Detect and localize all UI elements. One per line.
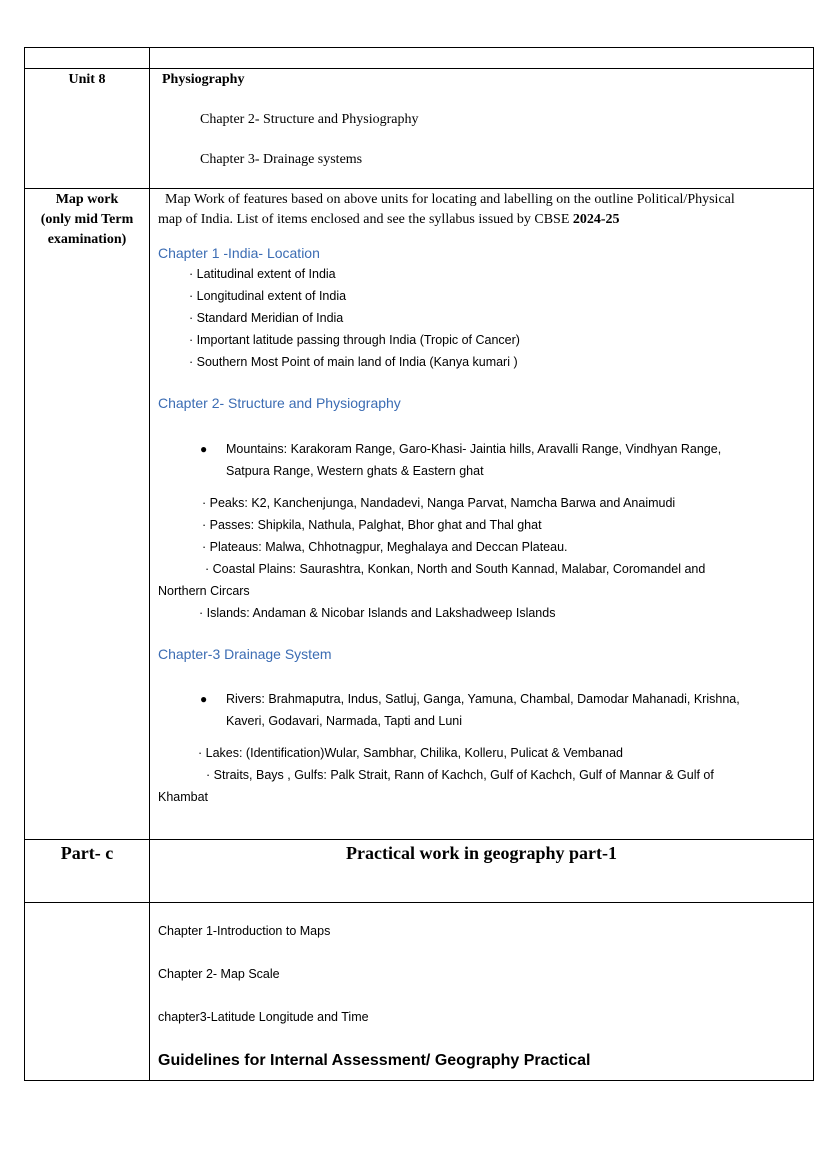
mapwork-intro-year: 2024-25 — [572, 212, 620, 227]
ch1-item-2: · Longitudinal extent of India — [189, 289, 347, 303]
ch2-coastal-line-2: Northern Circars — [158, 584, 250, 598]
practical-chapter-3: chapter3-Latitude Longitude and Time — [158, 1010, 369, 1024]
ch1-item-1: · Latitudinal extent of India — [189, 267, 336, 281]
ch3-bullet: ● — [200, 692, 208, 706]
partc-title-cell — [150, 840, 814, 903]
empty-cell-left — [25, 48, 150, 69]
guidelines-heading: Guidelines for Internal Assessment/ Geography Practical — [158, 1052, 591, 1069]
practical-content-cell — [150, 903, 814, 1081]
ch3-straits-line-2: Khambat — [158, 790, 209, 804]
partc-label: Part- c — [60, 843, 114, 863]
practical-chapter-1: Chapter 1-Introduction to Maps — [158, 924, 331, 938]
ch2-heading: Chapter 2- Structure and Physiography — [158, 395, 401, 411]
ch2-mountains-item — [200, 438, 805, 482]
ch3-rivers-line-1: Rivers: Brahmaputra, Indus, Satluj, Ganga, Yamuna, Chambal, Damodar Mahanadi, Krishna, — [226, 692, 740, 706]
partc-label-cell — [25, 840, 150, 903]
unit8-chapter-1: Chapter 2- Structure and Physiography — [200, 112, 419, 127]
ch3-rivers-item — [200, 688, 805, 732]
unit8-label: Unit 8 — [68, 72, 106, 87]
practical-row — [25, 903, 814, 1081]
mapwork-intro-text: map of India. List of items enclosed and see the syllabus issued by CBSE — [158, 212, 573, 227]
ch2-coastal-line-1: · Coastal Plains: Saurashtra, Konkan, North and South Kannad, Malabar, Coromandel and — [205, 562, 706, 576]
syllabus-table — [24, 47, 814, 1081]
mapwork-label-cell — [25, 189, 150, 840]
ch2-mountains-line-1: Mountains: Karakoram Range, Garo-Khasi- Jaintia hills, Aravalli Range, Vindhyan Range, — [226, 442, 722, 456]
ch2-islands: · Islands: Andaman & Nicobar Islands and Lakshadweep Islands — [199, 606, 556, 620]
ch1-item-4: · Important latitude passing through India (Tropic of Cancer) — [189, 333, 520, 347]
partc-title: Practical work in geography part-1 — [346, 843, 617, 863]
unit8-content-cell — [150, 69, 814, 189]
mapwork-content-cell — [150, 189, 814, 840]
ch2-passes: · Passes: Shipkila, Nathula, Palghat, Bhor ghat and Thal ghat — [202, 518, 542, 532]
empty-cell-right — [150, 48, 814, 69]
ch3-lakes: · Lakes: (Identification)Wular, Sambhar, Chilika, Kolleru, Pulicat & Vembanad — [198, 746, 623, 760]
ch1-list — [189, 263, 805, 373]
unit8-chapter-2: Chapter 3- Drainage systems — [200, 152, 363, 167]
practical-label-cell — [25, 903, 150, 1081]
partc-row — [25, 840, 814, 903]
mapwork-row — [25, 189, 814, 840]
mapwork-intro-line-2 — [158, 210, 805, 230]
mapwork-intro-line-1: Map Work of features based on above units for locating and labelling on the outline Political/Physical — [165, 192, 735, 207]
ch1-item-3: · Standard Meridian of India — [189, 311, 344, 325]
ch3-straits-line-1: · Straits, Bays , Gulfs: Palk Strait, Rann of Kachch, Gulf of Kachch, Gulf of Mannar & Gulf of — [206, 768, 714, 782]
mapwork-label-line-1: Map work — [55, 192, 119, 207]
mapwork-label-line-2: (only mid Term — [40, 212, 134, 227]
unit8-title: Physiography — [162, 72, 245, 87]
mapwork-label-line-3: examination) — [47, 232, 127, 247]
ch3-rivers-line-2: Kaveri, Godavari, Narmada, Tapti and Luni — [226, 714, 463, 728]
practical-chapter-2: Chapter 2- Map Scale — [158, 967, 280, 981]
unit8-row — [25, 69, 814, 189]
ch2-bullet: ● — [200, 442, 208, 456]
ch1-heading: Chapter 1 -India- Location — [158, 245, 320, 261]
ch2-peaks: · Peaks: K2, Kanchenjunga, Nandadevi, Nanga Parvat, Namcha Barwa and Anaimudi — [202, 496, 676, 510]
ch3-heading: Chapter-3 Drainage System — [158, 646, 332, 662]
ch2-plateaus: · Plateaus: Malwa, Chhotnagpur, Meghalaya and Deccan Plateau. — [202, 540, 568, 554]
ch1-item-5: · Southern Most Point of main land of India (Kanya kumari ) — [189, 355, 518, 369]
empty-top-row — [25, 48, 814, 69]
ch2-mountains-line-2: Satpura Range, Western ghats & Eastern ghat — [226, 464, 484, 478]
unit8-label-cell — [25, 69, 150, 189]
